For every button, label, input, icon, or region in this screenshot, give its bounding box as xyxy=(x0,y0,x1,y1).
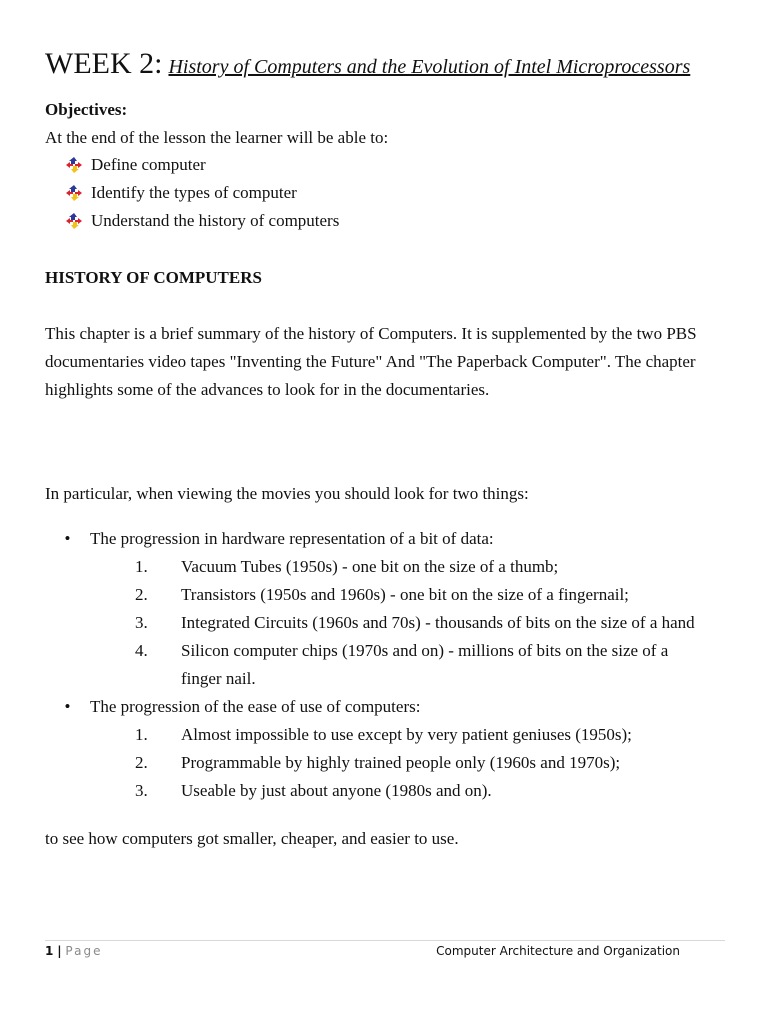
page-separator: | xyxy=(57,944,62,958)
item-text: Silicon computer chips (1970s and on) - millions of bits on the size of a xyxy=(181,641,669,660)
numbered-item xyxy=(45,609,695,637)
objective-item xyxy=(66,179,339,207)
objective-label: Identify the types of computer xyxy=(91,183,297,202)
objectives-intro: At the end of the lesson the learner will be able to: xyxy=(45,128,389,147)
item-number: 3. xyxy=(135,781,148,800)
footer-course-title: Computer Architecture and Organization xyxy=(436,944,680,958)
page-number: 1 xyxy=(45,944,54,958)
item-number: 3. xyxy=(135,613,148,632)
item-text: Transistors (1950s and 1960s) - one bit on the size of a fingernail; xyxy=(181,585,629,604)
item-number: 1. xyxy=(135,557,148,576)
footer-divider xyxy=(45,940,725,941)
item-number: 2. xyxy=(135,585,148,604)
closing-line: to see how computers got smaller, cheaper, and easier to use. xyxy=(45,829,459,848)
numbered-item xyxy=(45,721,695,749)
item-text: Programmable by highly trained people only (1960s and 1970s); xyxy=(181,753,621,772)
numbered-item-continuation xyxy=(45,665,695,693)
intro-paragraph: This chapter is a brief summary of the history of Computers. It is supplemented by the two PBS documentaries video tapes "Inventing the Future" And "The Paperback Computer". The chapter highlights some of the advances to look for in the documentaries. xyxy=(45,324,697,399)
page-title xyxy=(45,44,690,87)
objective-label: Understand the history of computers xyxy=(91,211,340,230)
numbered-item xyxy=(45,581,695,609)
title-week: WEEK 2: xyxy=(45,47,163,80)
bullet-item xyxy=(45,693,695,721)
objectives-list xyxy=(66,151,339,235)
bullet-dot: • xyxy=(64,697,71,716)
numbered-item xyxy=(45,553,695,581)
title-subtitle: History of Computers and the Evolution of Intel Microprocessors xyxy=(168,56,691,78)
bullet-item xyxy=(45,525,695,553)
item-text: Integrated Circuits (1960s and 70s) - thousands of bits on the size of a hand xyxy=(181,613,695,632)
bullet-text: The progression of the ease of use of computers: xyxy=(90,697,421,716)
bullet-dot: • xyxy=(64,529,71,548)
bullet-text: The progression in hardware representation of a bit of data: xyxy=(90,529,494,548)
item-text: finger nail. xyxy=(181,669,256,688)
item-number: 2. xyxy=(135,753,148,772)
four-way-arrow-icon xyxy=(66,185,82,201)
footer-page-info xyxy=(45,942,102,960)
item-number: 1. xyxy=(135,725,148,744)
item-number: 4. xyxy=(135,641,148,660)
numbered-item xyxy=(45,637,695,665)
viewing-paragraph: In particular, when viewing the movies you should look for two things: xyxy=(45,484,529,503)
item-text: Useable by just about anyone (1980s and on). xyxy=(181,781,492,800)
item-text: Almost impossible to use except by very patient geniuses (1950s); xyxy=(181,725,632,744)
four-way-arrow-icon xyxy=(66,157,82,173)
objective-item xyxy=(66,151,339,179)
numbered-item xyxy=(45,749,695,777)
item-text: Vacuum Tubes (1950s) - one bit on the size of a thumb; xyxy=(181,557,559,576)
four-way-arrow-icon xyxy=(66,213,82,229)
numbered-item xyxy=(45,777,695,805)
page-word: Page xyxy=(65,944,103,958)
objectives-heading: Objectives: xyxy=(45,100,128,119)
item-number xyxy=(135,665,181,693)
bullet-list xyxy=(45,525,695,805)
section-heading: HISTORY OF COMPUTERS xyxy=(45,268,262,287)
objective-label: Define computer xyxy=(91,155,206,174)
objective-item xyxy=(66,207,339,235)
